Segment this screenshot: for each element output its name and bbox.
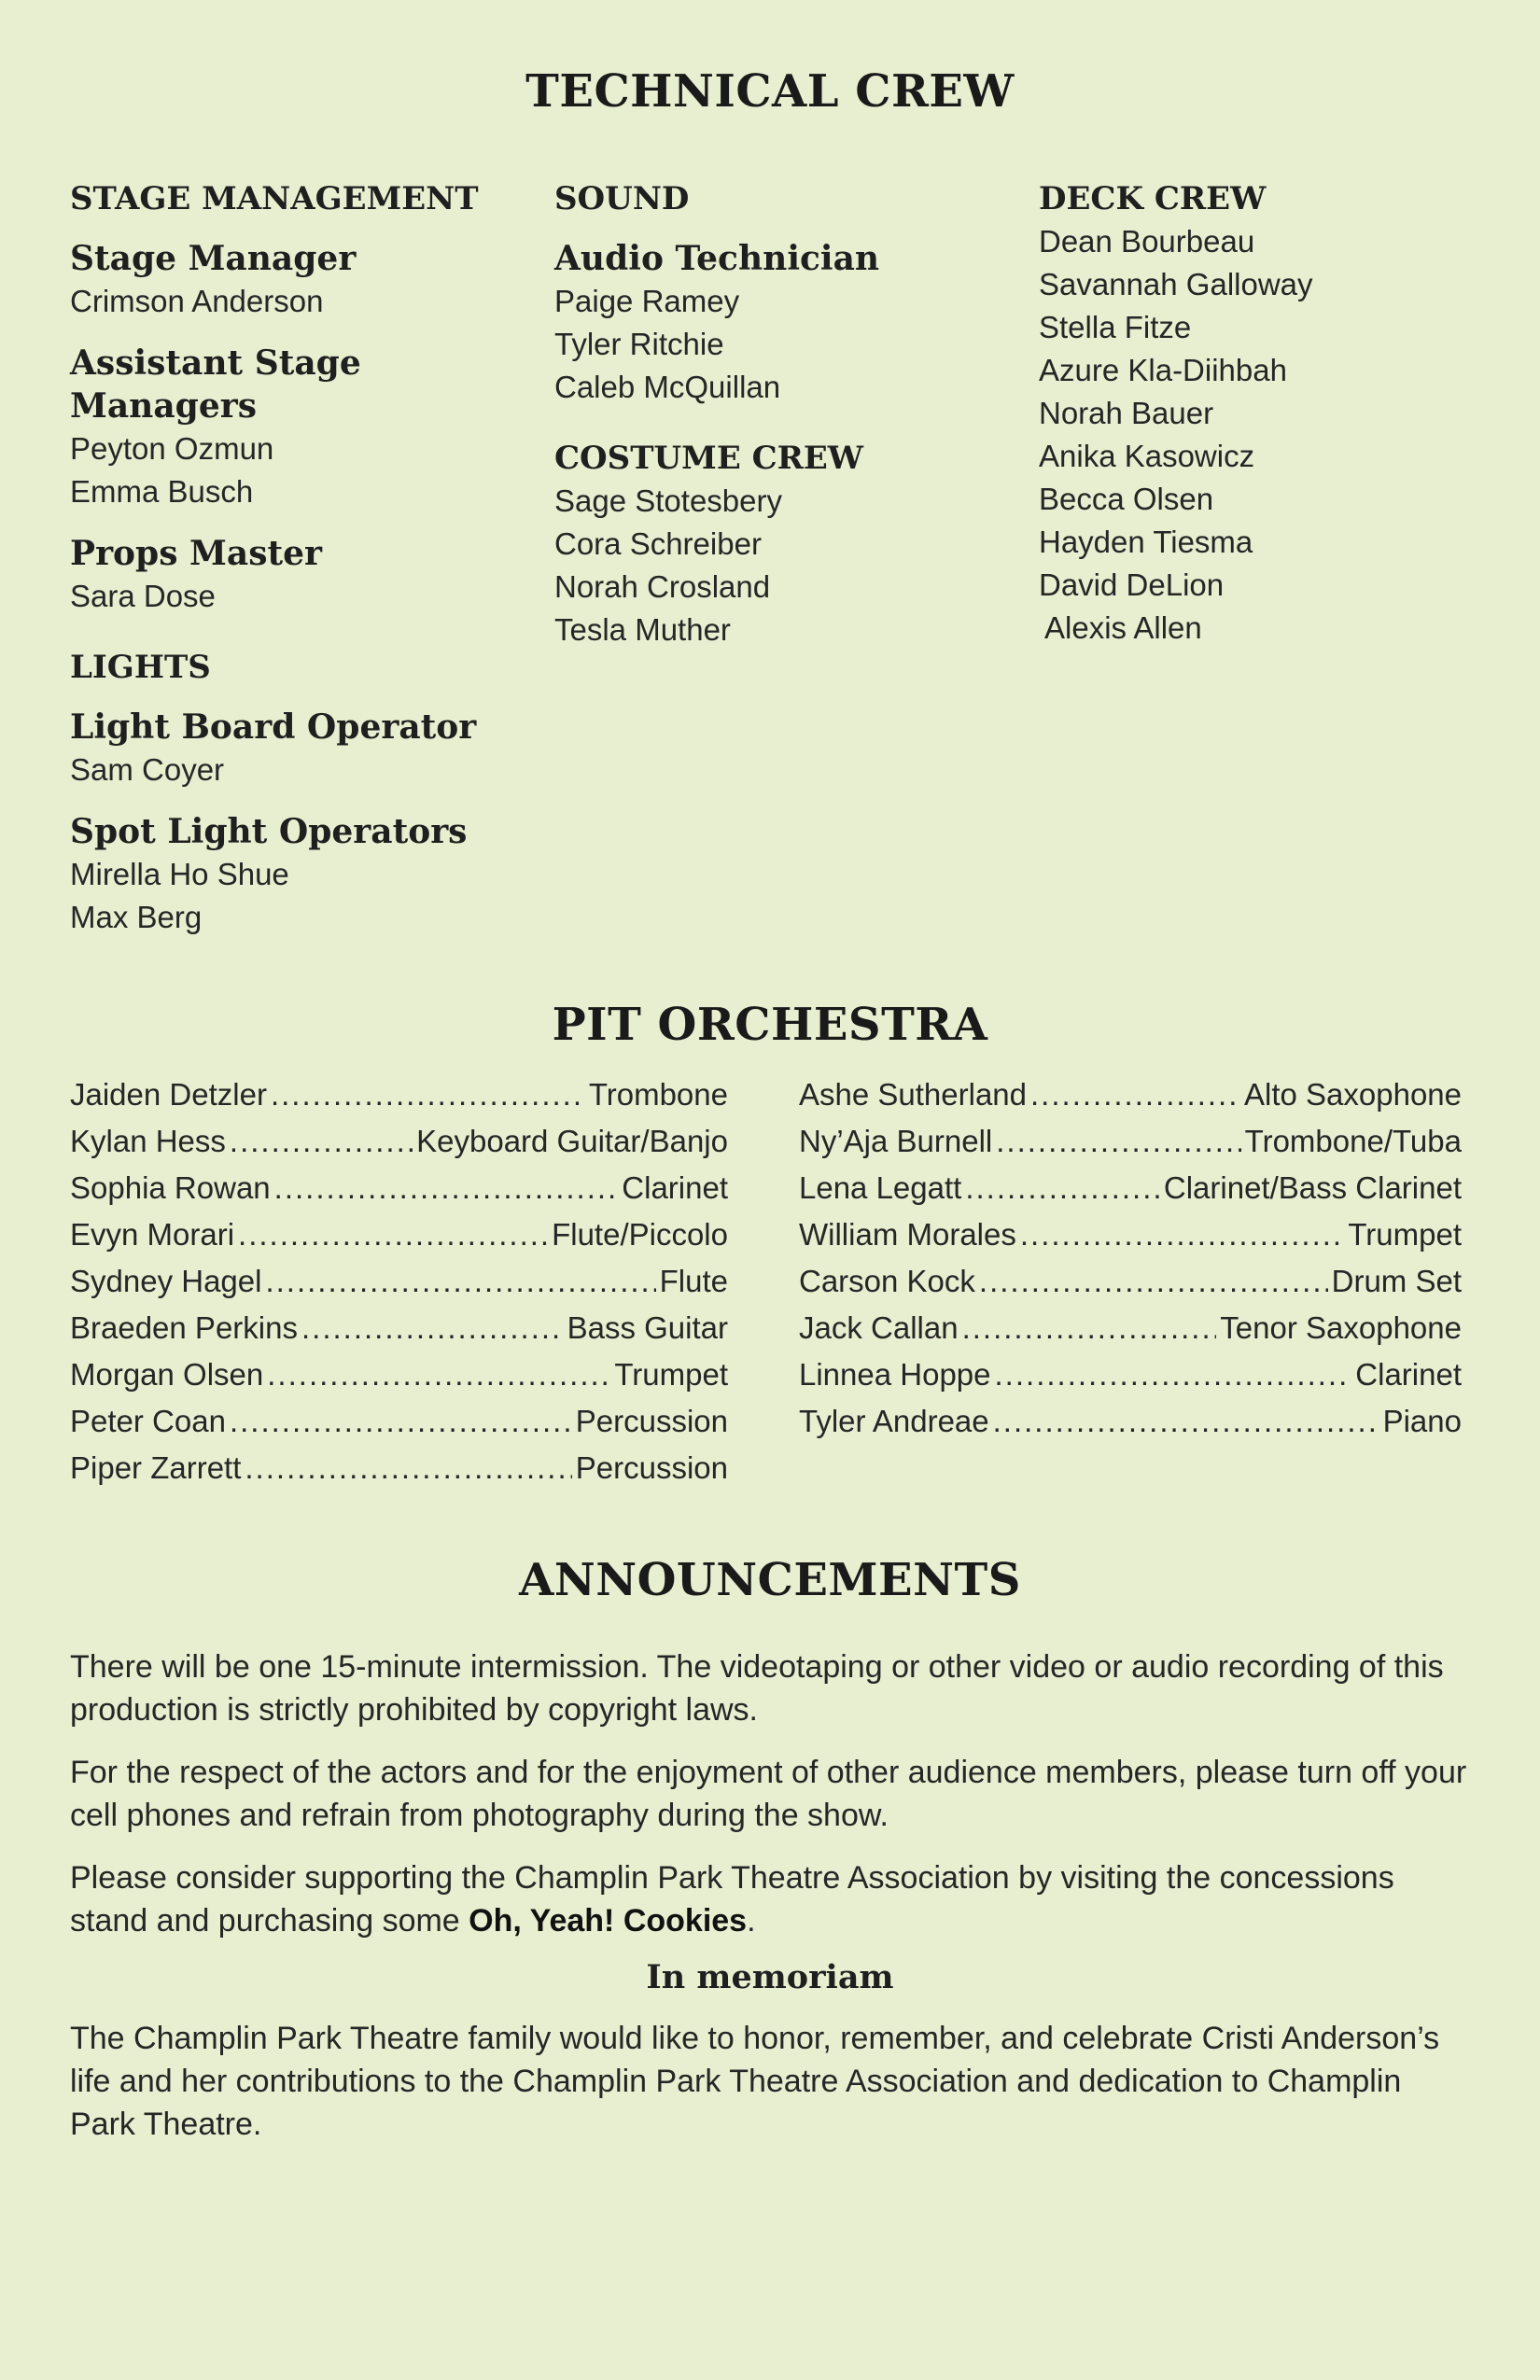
announcements-title: ANNOUNCEMENTS [519, 1554, 1021, 1606]
section-heading: STAGE MANAGEMENT [70, 180, 479, 217]
musician-name: Tyler Andreae [799, 1404, 989, 1438]
announcement-text: For the respect of the actors and for the enjoyment of other audience members, please turn off your cell phones and refrain from photography during the show. [70, 1755, 1467, 1833]
crew-group [70, 342, 499, 513]
instrument: Trumpet [614, 1357, 728, 1392]
memoriam-title: In memoriam [646, 1958, 894, 1996]
column-stage-lights [70, 177, 499, 958]
crew-group [554, 237, 984, 409]
crew-name: Hayden Tiesma [1039, 525, 1253, 559]
column-sound-costume [554, 177, 984, 651]
crew-name: Mirella Ho Shue [70, 857, 289, 891]
musician-name: Sydney Hagel [70, 1264, 262, 1298]
musician-name: Morgan Olsen [70, 1357, 264, 1392]
crew-name: Tesla Muther [554, 612, 731, 647]
announcement-text: There will be one 15-minute intermission. The videotaping or other video or audio recording of this production is strictly prohibited by copyright laws. [70, 1649, 1444, 1728]
orchestra-row [70, 1118, 728, 1165]
cookies-brand: Oh, Yeah! Cookies [469, 1903, 748, 1939]
crew-name: Sara Dose [70, 579, 216, 613]
orchestra-row [799, 1071, 1462, 1118]
crew-name: Max Berg [70, 900, 203, 934]
orchestra-row [799, 1211, 1462, 1258]
crew-name: Caleb McQuillan [554, 370, 781, 404]
musician-name: Sophia Rowan [70, 1170, 271, 1205]
crew-name: Azure Kla-Diihbah [1039, 353, 1287, 387]
instrument: Clarinet/Bass Clarinet [1163, 1170, 1462, 1205]
orchestra-row [70, 1351, 728, 1398]
musician-name: Piper Zarrett [70, 1450, 242, 1485]
instrument: Clarinet [1355, 1357, 1462, 1392]
orchestra-row [70, 1398, 728, 1445]
dot-leader [993, 1398, 1379, 1445]
crew-name: Cora Schreiber [554, 526, 762, 561]
orchestra-row [70, 1445, 728, 1491]
musician-name: Carson Kock [799, 1264, 975, 1298]
role-title: Light Board Operator [70, 707, 477, 747]
crew-name: Sam Coyer [70, 752, 225, 787]
dot-leader [995, 1351, 1352, 1398]
instrument: Trombone [588, 1077, 728, 1112]
dot-leader [996, 1118, 1240, 1165]
deck-crew-section [1039, 177, 1468, 650]
crew-name: Emma Busch [70, 474, 254, 509]
instrument: Keyboard Guitar/Banjo [416, 1124, 728, 1158]
orchestra-row [70, 1258, 728, 1305]
orchestra-row [799, 1398, 1462, 1445]
crew-name: Crimson Anderson [70, 284, 324, 318]
role-title: Stage Manager [70, 239, 357, 278]
orchestra-row [799, 1258, 1462, 1305]
musician-name: Jack Callan [799, 1310, 959, 1345]
dot-leader [962, 1305, 1217, 1351]
crew-group [70, 810, 499, 939]
orchestra-row [70, 1165, 728, 1211]
dot-leader [979, 1258, 1328, 1305]
musician-name: Lena Legatt [799, 1170, 962, 1205]
technical-crew-title: TECHNICAL CREW [525, 65, 1015, 118]
crew-name: Peyton Ozmun [70, 431, 274, 466]
dot-leader [238, 1211, 548, 1258]
dot-leader [267, 1351, 610, 1398]
musician-name: Peter Coan [70, 1404, 226, 1438]
orchestra-row [70, 1211, 728, 1258]
instrument: Drum Set [1331, 1264, 1462, 1298]
instrument: Tenor Saxophone [1220, 1310, 1462, 1345]
dot-leader [230, 1118, 413, 1165]
announcement-text-part: . [747, 1903, 756, 1939]
orchestra-row [799, 1305, 1462, 1351]
costume-crew-section [554, 437, 984, 651]
crew-name: Alexis Allen [1044, 610, 1202, 645]
crew-name: Paige Ramey [554, 284, 740, 318]
orchestra-list-right [799, 1071, 1462, 1445]
musician-name: Kylan Hess [70, 1124, 226, 1158]
role-title: Assistant Stage Managers [70, 343, 361, 426]
dot-leader [965, 1165, 1160, 1211]
instrument: Flute/Piccolo [552, 1217, 728, 1252]
announcement-text-part: Please consider supporting the Champlin Park Theatre Association by visiting the concessions stand and purchasing some [70, 1860, 1394, 1939]
musician-name: Ny’Aja Burnell [799, 1124, 993, 1158]
orchestra-row [70, 1071, 728, 1118]
crew-group [70, 706, 499, 791]
announcement-phones [70, 1751, 1470, 1837]
crew-name: Becca Olsen [1039, 482, 1214, 516]
musician-name: Ashe Sutherland [799, 1077, 1028, 1112]
dot-leader [1030, 1071, 1240, 1118]
dot-leader [274, 1165, 619, 1211]
role-title: Audio Technician [554, 239, 880, 278]
dot-leader [301, 1305, 564, 1351]
crew-group [70, 532, 499, 618]
announcement-text [70, 1856, 1470, 1942]
crew-group [70, 237, 499, 323]
crew-name: Stella Fitze [1039, 310, 1192, 344]
section-heading: COSTUME CREW [554, 440, 863, 477]
orchestra-row [799, 1118, 1462, 1165]
musician-name: Evyn Morari [70, 1217, 235, 1252]
crew-name: Savannah Galloway [1039, 267, 1313, 301]
instrument: Piano [1382, 1404, 1462, 1438]
column-deck-crew [1039, 177, 1468, 650]
instrument: Trumpet [1348, 1217, 1462, 1252]
crew-name: Anika Kasowicz [1039, 439, 1255, 473]
crew-name: Dean Bourbeau [1039, 224, 1255, 259]
instrument: Alto Saxophone [1243, 1077, 1462, 1112]
section-heading: LIGHTS [70, 649, 211, 686]
sound-section [554, 177, 984, 409]
dot-leader [1020, 1211, 1345, 1258]
lights-section [70, 646, 499, 939]
musician-name: William Morales [799, 1217, 1016, 1252]
crew-name: Norah Crosland [554, 569, 771, 604]
musician-name: Jaiden Detzler [70, 1077, 267, 1112]
role-title: Props Master [70, 534, 322, 573]
stage-management-section [70, 177, 499, 618]
dot-leader [230, 1398, 572, 1445]
memoriam-text: The Champlin Park Theatre family would like to honor, remember, and celebrate Cristi Anderson’s life and her contributions to the Champlin Park Theatre Association and dedication to Champlin Park Theatre. [70, 2021, 1440, 2142]
crew-name: David DeLion [1039, 567, 1225, 602]
section-heading: SOUND [554, 180, 690, 217]
dot-leader [245, 1445, 571, 1491]
section-heading: DECK CREW [1039, 180, 1267, 217]
musician-name: Braeden Perkins [70, 1310, 298, 1345]
orchestra-row [799, 1165, 1462, 1211]
instrument: Bass Guitar [567, 1310, 728, 1345]
memoriam-text-block [70, 2017, 1470, 2146]
announcement-intermission [70, 1645, 1470, 1731]
instrument: Percussion [575, 1450, 728, 1485]
orchestra-list-left [70, 1071, 728, 1491]
role-title: Spot Light Operators [70, 812, 468, 851]
instrument: Clarinet [622, 1170, 728, 1205]
orchestra-row [70, 1305, 728, 1351]
instrument: Flute [659, 1264, 728, 1298]
instrument: Percussion [575, 1404, 728, 1438]
crew-name: Norah Bauer [1039, 396, 1214, 430]
musician-name: Linnea Hoppe [799, 1357, 991, 1392]
orchestra-row [799, 1351, 1462, 1398]
crew-name: Tyler Ritchie [554, 327, 724, 361]
crew-name: Sage Stotesbery [554, 483, 782, 518]
dot-leader [271, 1071, 585, 1118]
pit-orchestra-title: PIT ORCHESTRA [552, 999, 988, 1051]
instrument: Trombone/Tuba [1244, 1124, 1462, 1158]
announcement-concessions [70, 1856, 1470, 1942]
dot-leader [265, 1258, 655, 1305]
